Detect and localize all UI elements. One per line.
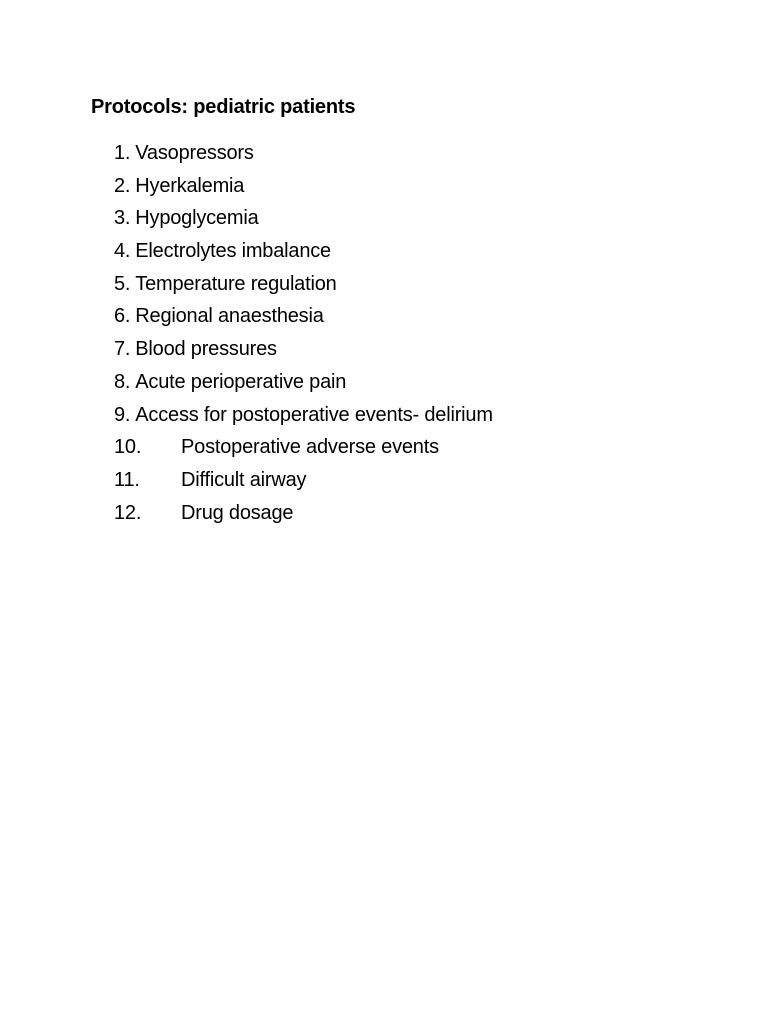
- item-text: Regional anaesthesia: [135, 305, 324, 328]
- item-text: Acute perioperative pain: [135, 370, 347, 393]
- item-text: Blood pressures: [135, 338, 277, 361]
- item-number: 3.: [114, 207, 131, 230]
- item-number: 11.: [114, 468, 140, 491]
- item-number: 7.: [114, 338, 131, 361]
- list-item: [114, 368, 493, 401]
- list-item: [114, 401, 493, 434]
- item-number: 12.: [114, 501, 142, 524]
- list-item: [114, 172, 493, 205]
- item-number: 8.: [114, 370, 131, 393]
- item-text: Difficult airway: [181, 468, 307, 491]
- list-item: [114, 433, 493, 466]
- list-item: [114, 302, 493, 335]
- item-text: Temperature regulation: [135, 272, 337, 295]
- list-item: [114, 270, 493, 303]
- item-text: Drug dosage: [181, 501, 294, 524]
- item-text: Electrolytes imbalance: [135, 240, 331, 263]
- list-item: [114, 139, 493, 172]
- item-text: Postoperative adverse events: [181, 436, 439, 459]
- list-item: [114, 204, 493, 237]
- item-number: 1.: [114, 142, 131, 164]
- item-text: Hyerkalemia: [135, 174, 245, 197]
- item-number: 10.: [114, 436, 142, 459]
- list-item: [114, 237, 493, 270]
- item-number: 9.: [114, 403, 131, 426]
- item-text: Access for postoperative events- delirium: [135, 403, 493, 426]
- item-number: 6.: [114, 305, 131, 328]
- list-item: [114, 499, 493, 532]
- item-number: 4.: [114, 240, 131, 263]
- protocol-list: [114, 139, 493, 531]
- item-number: 2.: [114, 174, 131, 197]
- item-text: Hypoglycemia: [135, 207, 259, 230]
- item-number: 5.: [114, 272, 131, 295]
- list-item: [114, 466, 493, 499]
- document-title: Protocols: pediatric patients: [91, 96, 356, 118]
- list-item: [114, 335, 493, 368]
- item-text: Vasopressors: [135, 142, 254, 164]
